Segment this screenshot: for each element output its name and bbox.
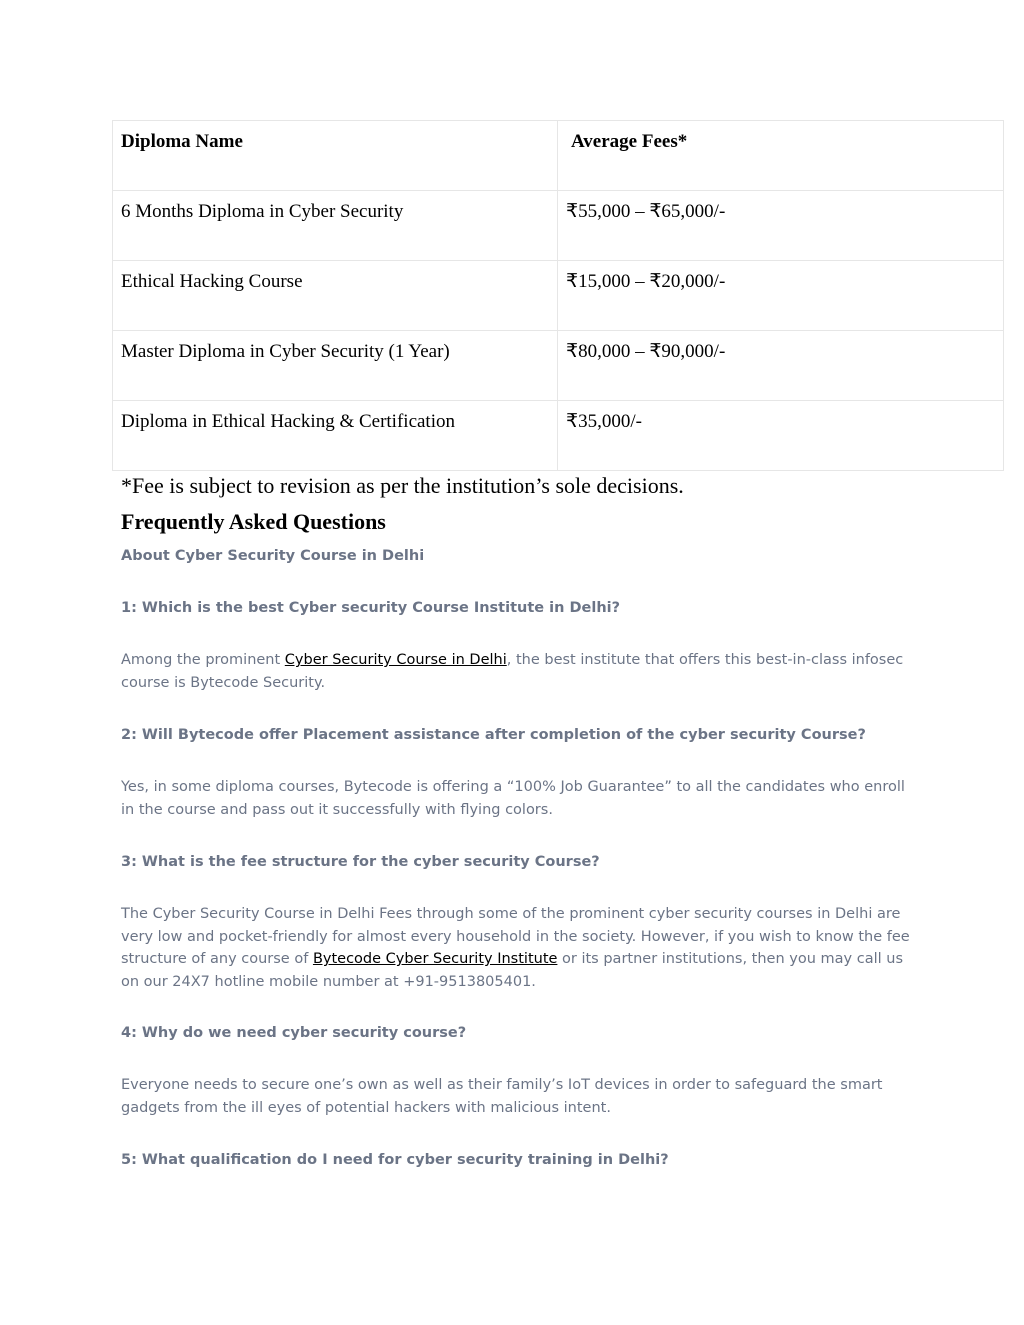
- header-average-fees: Average Fees*: [558, 121, 1004, 191]
- table-row: [113, 401, 1004, 471]
- fee-cell: ₹15,000 – ₹20,000/-: [558, 261, 1004, 331]
- fee-cell: ₹80,000 – ₹90,000/-: [558, 331, 1004, 401]
- bytecode-institute-link[interactable]: Bytecode Cyber Security Institute: [312, 951, 558, 967]
- fee-cell: ₹35,000/-: [558, 401, 1004, 471]
- answer-text: , the best institute that offers this best-in-class infosec course is Bytecode Security.: [121, 652, 904, 691]
- faq-heading: Frequently Asked Questions: [121, 509, 386, 534]
- faq-answer-3: [121, 903, 911, 993]
- cyber-security-course-delhi-link[interactable]: Cyber Security Course in Delhi: [284, 652, 507, 668]
- diploma-name-cell: 6 Months Diploma in Cyber Security: [113, 191, 558, 261]
- table-row: [113, 331, 1004, 401]
- table-row: [113, 191, 1004, 261]
- fee-cell: ₹55,000 – ₹65,000/-: [558, 191, 1004, 261]
- faq-answer-1: [121, 649, 911, 694]
- answer-text: or its partner institutions, then you may call us on our 24X7 hotline mobile number at +91-9513805401.: [121, 951, 903, 990]
- header-diploma-name: Diploma Name: [113, 121, 558, 191]
- faq-answer-2: Yes, in some diploma courses, Bytecode is offering a “100% Job Guarantee” to all the candidates who enroll in the course and pass out it successfully with flying colors.: [121, 779, 905, 818]
- diploma-name-cell: Master Diploma in Cyber Security (1 Year): [113, 331, 558, 401]
- faq-question-1: 1: Which is the best Cyber security Course Institute in Delhi?: [121, 600, 621, 616]
- faq-answer-4: Everyone needs to secure one’s own as well as their family’s IoT devices in order to safeguard the smart gadgets from the ill eyes of potential hackers with malicious intent.: [121, 1077, 883, 1116]
- fee-revision-note: *Fee is subject to revision as per the institution’s sole decisions.: [121, 473, 684, 498]
- answer-text: Among the prominent: [121, 652, 285, 668]
- faq-question-3: 3: What is the fee structure for the cyber security Course?: [121, 854, 600, 870]
- faq-question-4: 4: Why do we need cyber security course?: [121, 1025, 467, 1041]
- faq-question-2: 2: Will Bytecode offer Placement assistance after completion of the cyber security Course?: [121, 727, 866, 743]
- table-row: [113, 261, 1004, 331]
- faq-question-5: 5: What qualification do I need for cyber security training in Delhi?: [121, 1152, 669, 1168]
- faq-subtitle: About Cyber Security Course in Delhi: [121, 548, 425, 564]
- answer-text: The Cyber Security Course in Delhi Fees through some of the prominent cyber security courses in Delhi are very low and pocket-friendly for almost every household in the society. However, if you wish to know the fee structure of any course of: [121, 906, 910, 967]
- diploma-name-cell: Diploma in Ethical Hacking & Certification: [113, 401, 558, 471]
- diploma-name-cell: Ethical Hacking Course: [113, 261, 558, 331]
- table-header-row: [113, 121, 1004, 191]
- fees-table: [112, 120, 1004, 471]
